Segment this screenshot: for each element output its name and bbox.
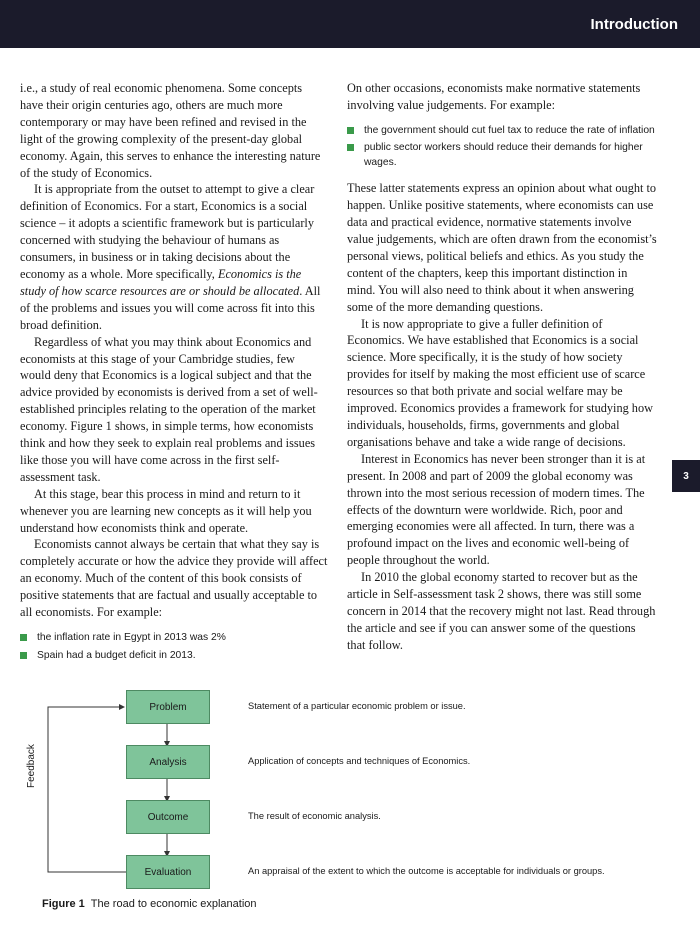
paragraph: Interest in Economics has never been stronger than it is at present. In 2008 and part of 2009 the global economy was thrown into the most serious recession of modern times. The effects of the downturn were worldwide. Rich, poor and emerging economies were all affected. In turn, there was a profound impact on the lives and economic well-being of people throughout the world. xyxy=(347,451,646,568)
header-bar xyxy=(0,0,700,48)
figure-caption: Figure 1 The road to economic explanation xyxy=(42,898,257,910)
right-column xyxy=(347,80,657,654)
definition-italic: Economics is the study of how scarce resources are or should be allocated xyxy=(20,266,302,298)
step-problem-description: Statement of a particular economic problem or issue. xyxy=(248,701,466,711)
paragraph: Regardless of what you may think about Economics and economists at this stage of your Cambridge studies, few would deny that Economics is a logical subject and that the advice provided by economists is derived from a set of well-established principles relating to the operation of the market economy. Figure 1 shows, in simple terms, how economists think and how they seek to explain real problems and issues like those you will have come across in the first self-assessment task. xyxy=(20,334,318,484)
feedback-label: Feedback xyxy=(26,744,37,788)
step-outcome-box: Outcome xyxy=(126,800,210,834)
step-analysis-box: Analysis xyxy=(126,745,210,779)
normative-statements-list xyxy=(347,124,657,171)
feedback-loop-arrow-icon xyxy=(48,707,126,872)
step-evaluation-box: Evaluation xyxy=(126,855,210,889)
list-item: the inflation rate in Egypt in 2013 was 2% xyxy=(20,631,328,646)
list-item: Spain had a budget deficit in 2013. xyxy=(20,649,328,664)
step-problem-box: Problem xyxy=(126,690,210,724)
positive-statements-list xyxy=(20,631,328,663)
page-number-tab: 3 xyxy=(672,460,700,492)
bullet-square-icon xyxy=(347,144,354,151)
list-item: public sector workers should reduce their demands for higher wages. xyxy=(347,141,657,170)
figure-1 xyxy=(0,670,700,920)
paragraph: It is now appropriate to give a fuller definition of Economics. We have established that Economics is a social science. More specifically, it is the study of how society provides for itself by making the most efficient use of scarce resources so that both private and social welfare may be improved. Economics provides a framework for studying how individuals, households, firms, governments and global organisations behave and take a wide range of decisions. xyxy=(347,316,653,449)
step-outcome-description: The result of economic analysis. xyxy=(248,811,381,821)
step-analysis-description: Application of concepts and techniques of Economics. xyxy=(248,756,471,766)
paragraph: These latter statements express an opinion about what ought to happen. Unlike positive statements, where economists can use data and practical evidence, normative statements involve value judgements, which are often drawn from the economist’s personal views, political beliefs and ethics. As you study the content of the chapters, keep this important distinction in mind. You will also need to think about it when answering some of the more demanding questions. xyxy=(347,181,657,314)
paragraph: Economists cannot always be certain that what they say is completely accurate or how the advice they provide will affect an economy. Much of the content of this book consists of positive statements that are factual and usually acceptable to all economists. For example: xyxy=(20,537,328,620)
bullet-square-icon xyxy=(347,127,354,134)
bullet-square-icon xyxy=(20,634,27,641)
step-evaluation-description: An appraisal of the extent to which the outcome is acceptable for individuals or groups. xyxy=(248,866,605,876)
left-column xyxy=(20,80,328,673)
list-item: the government should cut fuel tax to reduce the rate of inflation xyxy=(347,124,657,139)
paragraph: In 2010 the global economy started to recover but as the article in Self-assessment task 2 shows, there was still some concern in 2014 that the recovery might not last. Read through the article and see if you can answer some of the questions that follow. xyxy=(347,570,656,652)
paragraph: It is appropriate from the outset to attempt to give a clear definition of Economics. For a start, Economics is a social science – it adopts a scientific framework but is particularly concerned with studying the behaviour of humans as consumers, in business or in taking decisions about the economy as a whole. More specifically, Economics is the study of how scarce resources are or should be allocated. All of the problems and issues you will come across fit into this broad definition. xyxy=(20,182,321,332)
page-title: Introduction xyxy=(590,16,678,33)
paragraph: i.e., a study of real economic phenomena. Some concepts have their origin centuries ago, others are much more contemporary or may have been refined and revised in the light of the growing complexity of the present-day global economy. Again, this serves to enhance the interesting nature of the study of Economics. xyxy=(20,81,321,180)
paragraph: At this stage, bear this process in mind and return to it whenever you are learning new concepts as it will help you understand how economists think and operate. xyxy=(20,486,312,535)
paragraph: On other occasions, economists make normative statements involving value judgements. For example: xyxy=(347,81,641,112)
bullet-square-icon xyxy=(20,652,27,659)
